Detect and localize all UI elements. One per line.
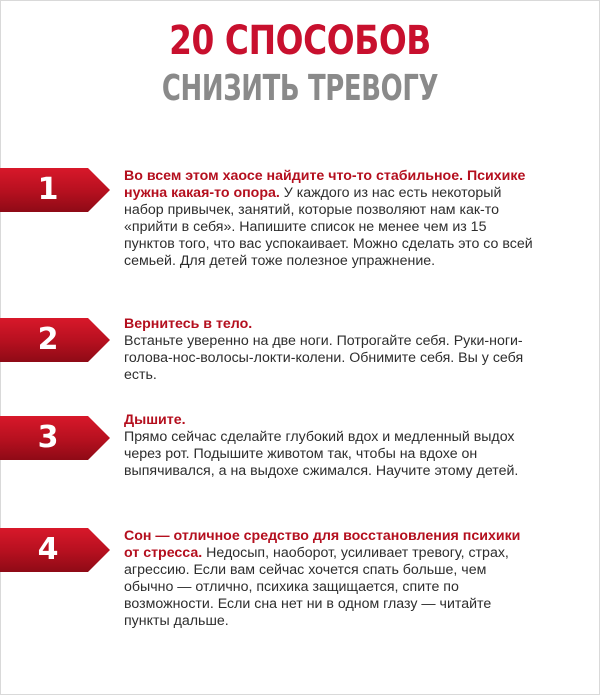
item-text xyxy=(124,412,534,480)
item-heading: Сон — отличное средство для восстановления психики от стресса. xyxy=(124,528,521,561)
item-text xyxy=(124,528,534,630)
page-title: 20 СПОСОБОВ xyxy=(169,18,431,64)
item-number: 2 xyxy=(37,322,59,357)
item-body: Прямо сейчас сделайте глубокий вдох и медленный выдох через рот. Подышите животом так, чтобы на вдохе он выпячивался, а на выдохе сжимался. Научите этому детей. xyxy=(124,429,519,479)
item-text xyxy=(124,316,534,384)
item-heading: Во всем этом хаосе найдите что-то стабильное. Психике нужна какая-то опора. xyxy=(124,168,526,201)
item-text xyxy=(124,168,534,270)
item-heading: Дышите. xyxy=(124,412,186,428)
item-heading: Вернитесь в тело. xyxy=(124,316,253,332)
item-number: 4 xyxy=(37,532,59,567)
item-body: У каждого из нас есть некоторый набор привычек, занятий, которые позволяют нам как-то «прийти в себя». Напишите список не менее чем из 15 пунктов того, что вас успокаивает. Можно сделать это со всей семьей. Для детей тоже полезное упражнение. xyxy=(124,185,533,269)
item-body: Недосып, наоборот, усиливает тревогу, страх, агрессию. Если вам сейчас хочется спать больше, чем обычно — отлично, психика защищается, спите по возможности. Если сна нет ни в одном глазу — читайте пункты дальше. xyxy=(124,545,509,629)
item-number: 1 xyxy=(37,172,59,207)
page-subtitle: СНИЗИТЬ ТРЕВОГУ xyxy=(161,68,439,109)
item-number: 3 xyxy=(37,420,59,455)
item-body: Встаньте уверенно на две ноги. Потрогайте себя. Руки-ноги-голова-нос-волосы-локти-колени. Обнимите себя. Вы у себя есть. xyxy=(124,333,524,383)
